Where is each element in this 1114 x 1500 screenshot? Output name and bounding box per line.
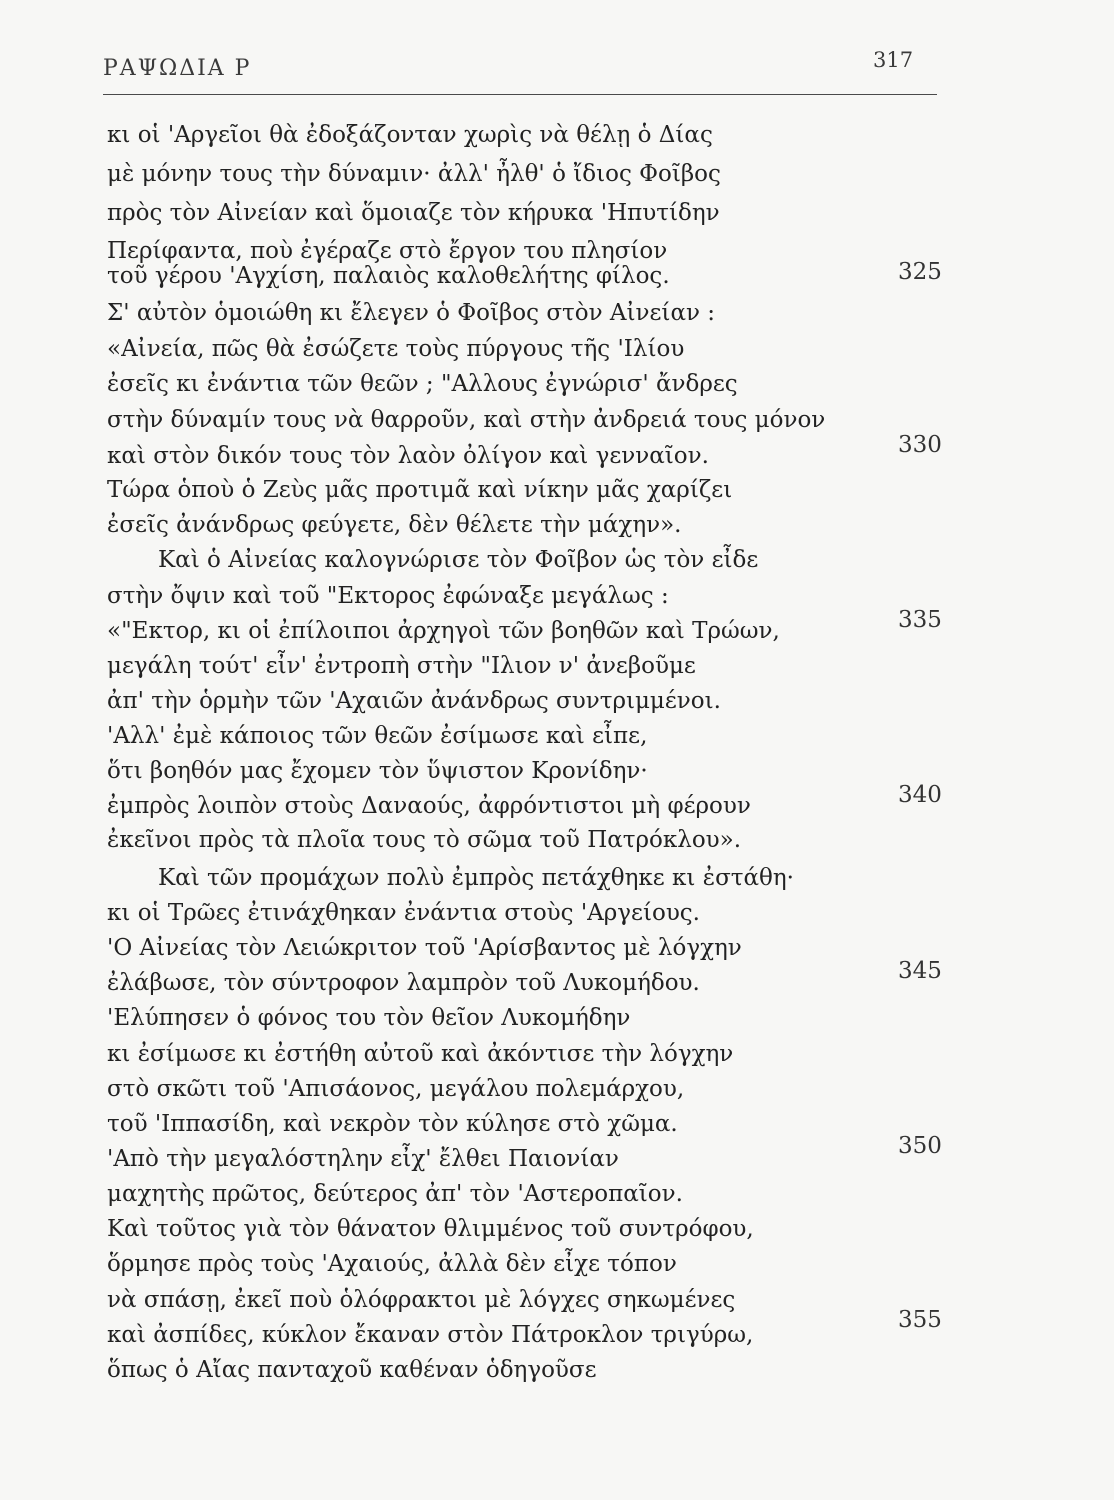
verse-line: 'Αλλ' ἐμὲ κάποιος τῶν θεῶν ἐσίμωσε καὶ εἶπε, [107, 723, 648, 749]
verse-line: νὰ σπάσῃ, ἐκεῖ ποὺ ὁλόφρακτοι μὲ λόγχες σηκωμένες [107, 1287, 736, 1313]
verse-line: 'Ο Αἰνείας τὸν Λειώκριτον τοῦ 'Αρίσβαντος μὲ λόγχην [107, 935, 742, 961]
verse-line: Σ' αὐτὸν ὁμοιώθη κι ἔλεγεν ὁ Φοῖβος στὸν Αἰνείαν : [107, 300, 716, 326]
verse-line: ὅρμησε πρὸς τοὺς 'Αχαιούς, ἀλλὰ δὲν εἶχε τόπον [107, 1251, 677, 1277]
verse-line: πρὸς τὸν Αἰνείαν καὶ ὅμοιαζε τὸν κήρυκα 'Ηπυτίδην [107, 200, 720, 226]
verse-line: καὶ ἀσπίδες, κύκλον ἔκαναν στὸν Πάτροκλον τριγύρω, [107, 1322, 754, 1348]
verse-line: ἐμπρὸς λοιπὸν στοὺς Δαναούς, ἀφρόντιστοι μὴ φέρουν [107, 793, 751, 819]
running-title: ΡΑΨΩΔΙΑ Ρ [103, 56, 252, 81]
line-number: 350 [898, 1133, 942, 1159]
verse-line: Καὶ τοῦτος γιὰ τὸν θάνατον θλιμμένος τοῦ συντρόφου, [107, 1216, 754, 1242]
line-number: 330 [898, 432, 942, 458]
header-rule [103, 94, 937, 95]
verse-line: κι οἱ Τρῶες ἐτινάχθηκαν ἐνάντια στοὺς 'Αργείους. [107, 900, 700, 926]
verse-line: καὶ στὸν δικόν τους τὸν λαὸν ὀλίγον καὶ γενναῖον. [107, 443, 709, 469]
verse-line: «Αἰνεία, πῶς θὰ ἐσώζετε τοὺς πύργους τῆς 'Ιλίου [107, 336, 685, 362]
verse-line: τοῦ γέρου 'Αγχίση, παλαιὸς καλοθελήτης φίλος. [107, 263, 670, 289]
verse-line: μὲ μόνην τους τὴν δύναμιν· ἀλλ' ἦλθ' ὁ ἴδιος Φοῖβος [107, 161, 721, 187]
verse-line: 'Ελύπησεν ὁ φόνος του τὸν θεῖον Λυκομήδην [107, 1005, 631, 1031]
line-number: 335 [898, 607, 942, 633]
line-number: 345 [898, 958, 942, 984]
verse-line: κι οἱ 'Αργεῖοι θὰ ἐδοξάζονταν χωρὶς νὰ θέλῃ ὁ Δίας [107, 122, 713, 148]
verse-line: ἐκεῖνοι πρὸς τὰ πλοῖα τους τὸ σῶμα τοῦ Πατρόκλου». [107, 827, 742, 853]
verse-line: ἀπ' τὴν ὁρμὴν τῶν 'Αχαιῶν ἀνάνδρως συντριμμένοι. [107, 688, 721, 714]
verse-line: στὴν δύναμίν τους νὰ θαρροῦν, καὶ στὴν ἀνδρειά τους μόνον [107, 407, 826, 433]
verse-line: Τώρα ὁποὺ ὁ Ζεὺς μᾶς προτιμᾶ καὶ νίκην μᾶς χαρίζει [107, 477, 733, 503]
verse-line: Περίφαντα, ποὺ ἐγέραζε στὸ ἔργον του πλησίον [107, 238, 668, 264]
verse-line: ἐσεῖς κι ἐνάντια τῶν θεῶν ; "Αλλους ἐγνώρισ' ἄνδρες [107, 371, 738, 397]
verse-line: μαχητὴς πρῶτος, δεύτερος ἀπ' τὸν 'Αστεροπαῖον. [107, 1181, 683, 1207]
verse-line: τοῦ 'Ιππασίδη, καὶ νεκρὸν τὸν κύλησε στὸ χῶμα. [107, 1111, 678, 1137]
verse-line: «"Εκτορ, κι οἱ ἐπίλοιποι ἀρχηγοὶ τῶν βοηθῶν καὶ Τρώων, [107, 618, 780, 644]
line-number: 340 [898, 782, 942, 808]
line-number: 325 [898, 259, 942, 285]
page-number: 317 [873, 48, 914, 72]
verse-line: κι ἐσίμωσε κι ἐστήθη αὐτοῦ καὶ ἀκόντισε τὴν λόγχην [107, 1041, 734, 1067]
verse-line: Καὶ τῶν προμάχων πολὺ ἐμπρὸς πετάχθηκε κι ἐστάθη· [158, 865, 794, 891]
verse-line: Καὶ ὁ Αἰνείας καλογνώρισε τὸν Φοῖβον ὡς τὸν εἶδε [158, 547, 759, 573]
verse-line: ἐσεῖς ἀνάνδρως φεύγετε, δὲν θέλετε τὴν μάχην». [107, 512, 682, 538]
verse-line: στὸ σκῶτι τοῦ 'Απισάονος, μεγάλου πολεμάρχου, [107, 1076, 685, 1102]
verse-line: ὅπως ὁ Αἴας πανταχοῦ καθέναν ὁδηγοῦσε [107, 1357, 597, 1383]
verse-line: ἐλάβωσε, τὸν σύντροφον λαμπρὸν τοῦ Λυκομήδου. [107, 970, 700, 996]
line-number: 355 [898, 1307, 942, 1333]
verse-line: 'Απὸ τὴν μεγαλόστηλην εἶχ' ἔλθει Παιονίαν [107, 1146, 619, 1172]
verse-line: ὅτι βοηθόν μας ἔχομεν τὸν ὕψιστον Κρονίδην· [107, 758, 648, 784]
verse-line: στὴν ὄψιν καὶ τοῦ "Εκτορος ἐφώναξε μεγάλως : [107, 583, 669, 609]
verse-line: μεγάλη τούτ' εἶν' ἐντροπὴ στὴν "Ιλιον ν' ἀνεβοῦμε [107, 653, 696, 679]
